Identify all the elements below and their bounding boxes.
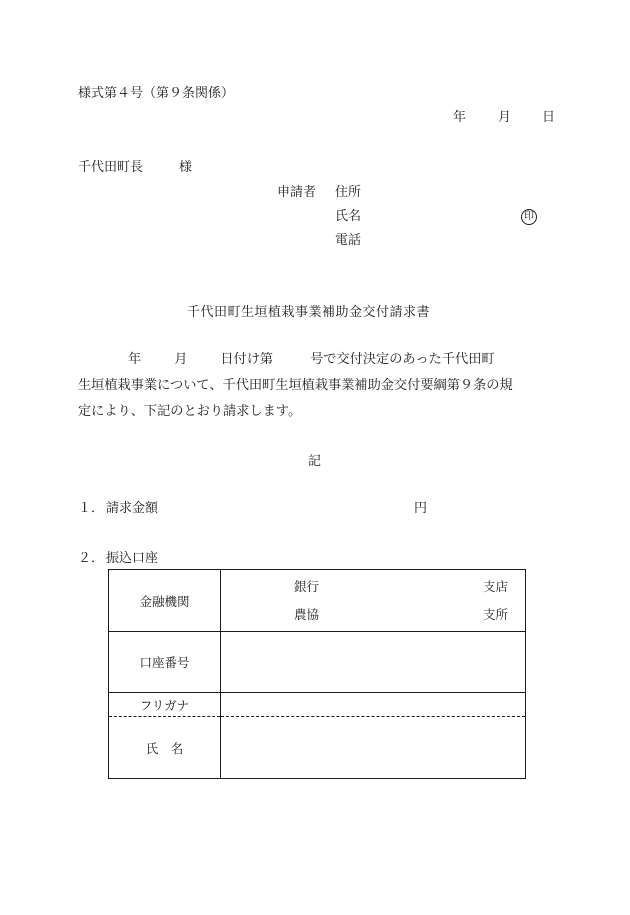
applicant-name-label: 氏名 [335,209,362,224]
body-line-2: 生垣植栽事業について、千代田町生垣植栽事業補助金交付要綱第９条の規 [78,378,513,393]
applicant-phone-label: 電話 [335,233,362,248]
agri-branch-label: 支所 [483,607,509,622]
date-year-label: 年 [453,110,467,125]
date-month-label: 月 [498,110,512,125]
body-month: 月 [174,352,188,367]
account-number-label: 口座番号 [109,632,221,693]
table-row [109,693,526,717]
table-row [109,570,526,632]
table-row [109,632,526,693]
body-line-1-rest: 号で交付決定のあった千代田町 [310,352,495,367]
table-row [109,717,526,779]
body-line-3: 定により、下記のとおり請求します。 [78,404,302,419]
addressee-honorific: 様 [179,160,193,175]
ki-label: 記 [308,454,322,469]
bank-label: 銀行 [294,579,320,594]
item-1-number: １． [78,501,105,516]
financial-institution-label: 金融機関 [109,570,221,632]
body-line-1 [78,347,558,373]
body-day-ref: 日付け第 [220,352,274,367]
amount-unit: 円 [414,501,428,516]
name-cell [221,717,526,779]
seal-mark: 印 [521,209,537,225]
item-2-label: 振込口座 [106,551,159,566]
item-2-number: ２． [78,551,105,566]
bank-account-table [108,569,526,779]
body-year: 年 [128,352,142,367]
agri-label: 農協 [294,607,320,622]
document-title: 千代田町生垣植栽事業補助金交付請求書 [187,305,431,320]
item-1-label: 請求金額 [106,501,159,516]
branch-label: 支店 [483,579,509,594]
furigana-label: フリガナ [109,693,221,717]
date-day-label: 日 [542,110,556,125]
name-label: 氏 名 [109,717,221,779]
furigana-cell [221,693,526,717]
addressee-name: 千代田町長 [78,160,144,175]
financial-institution-cell [221,570,526,632]
form-number: 様式第４号（第９条関係） [78,86,235,101]
applicant-label: 申請者 [277,185,317,200]
applicant-address-label: 住所 [335,185,362,200]
body-paragraph [78,347,558,425]
account-number-cell [221,632,526,693]
